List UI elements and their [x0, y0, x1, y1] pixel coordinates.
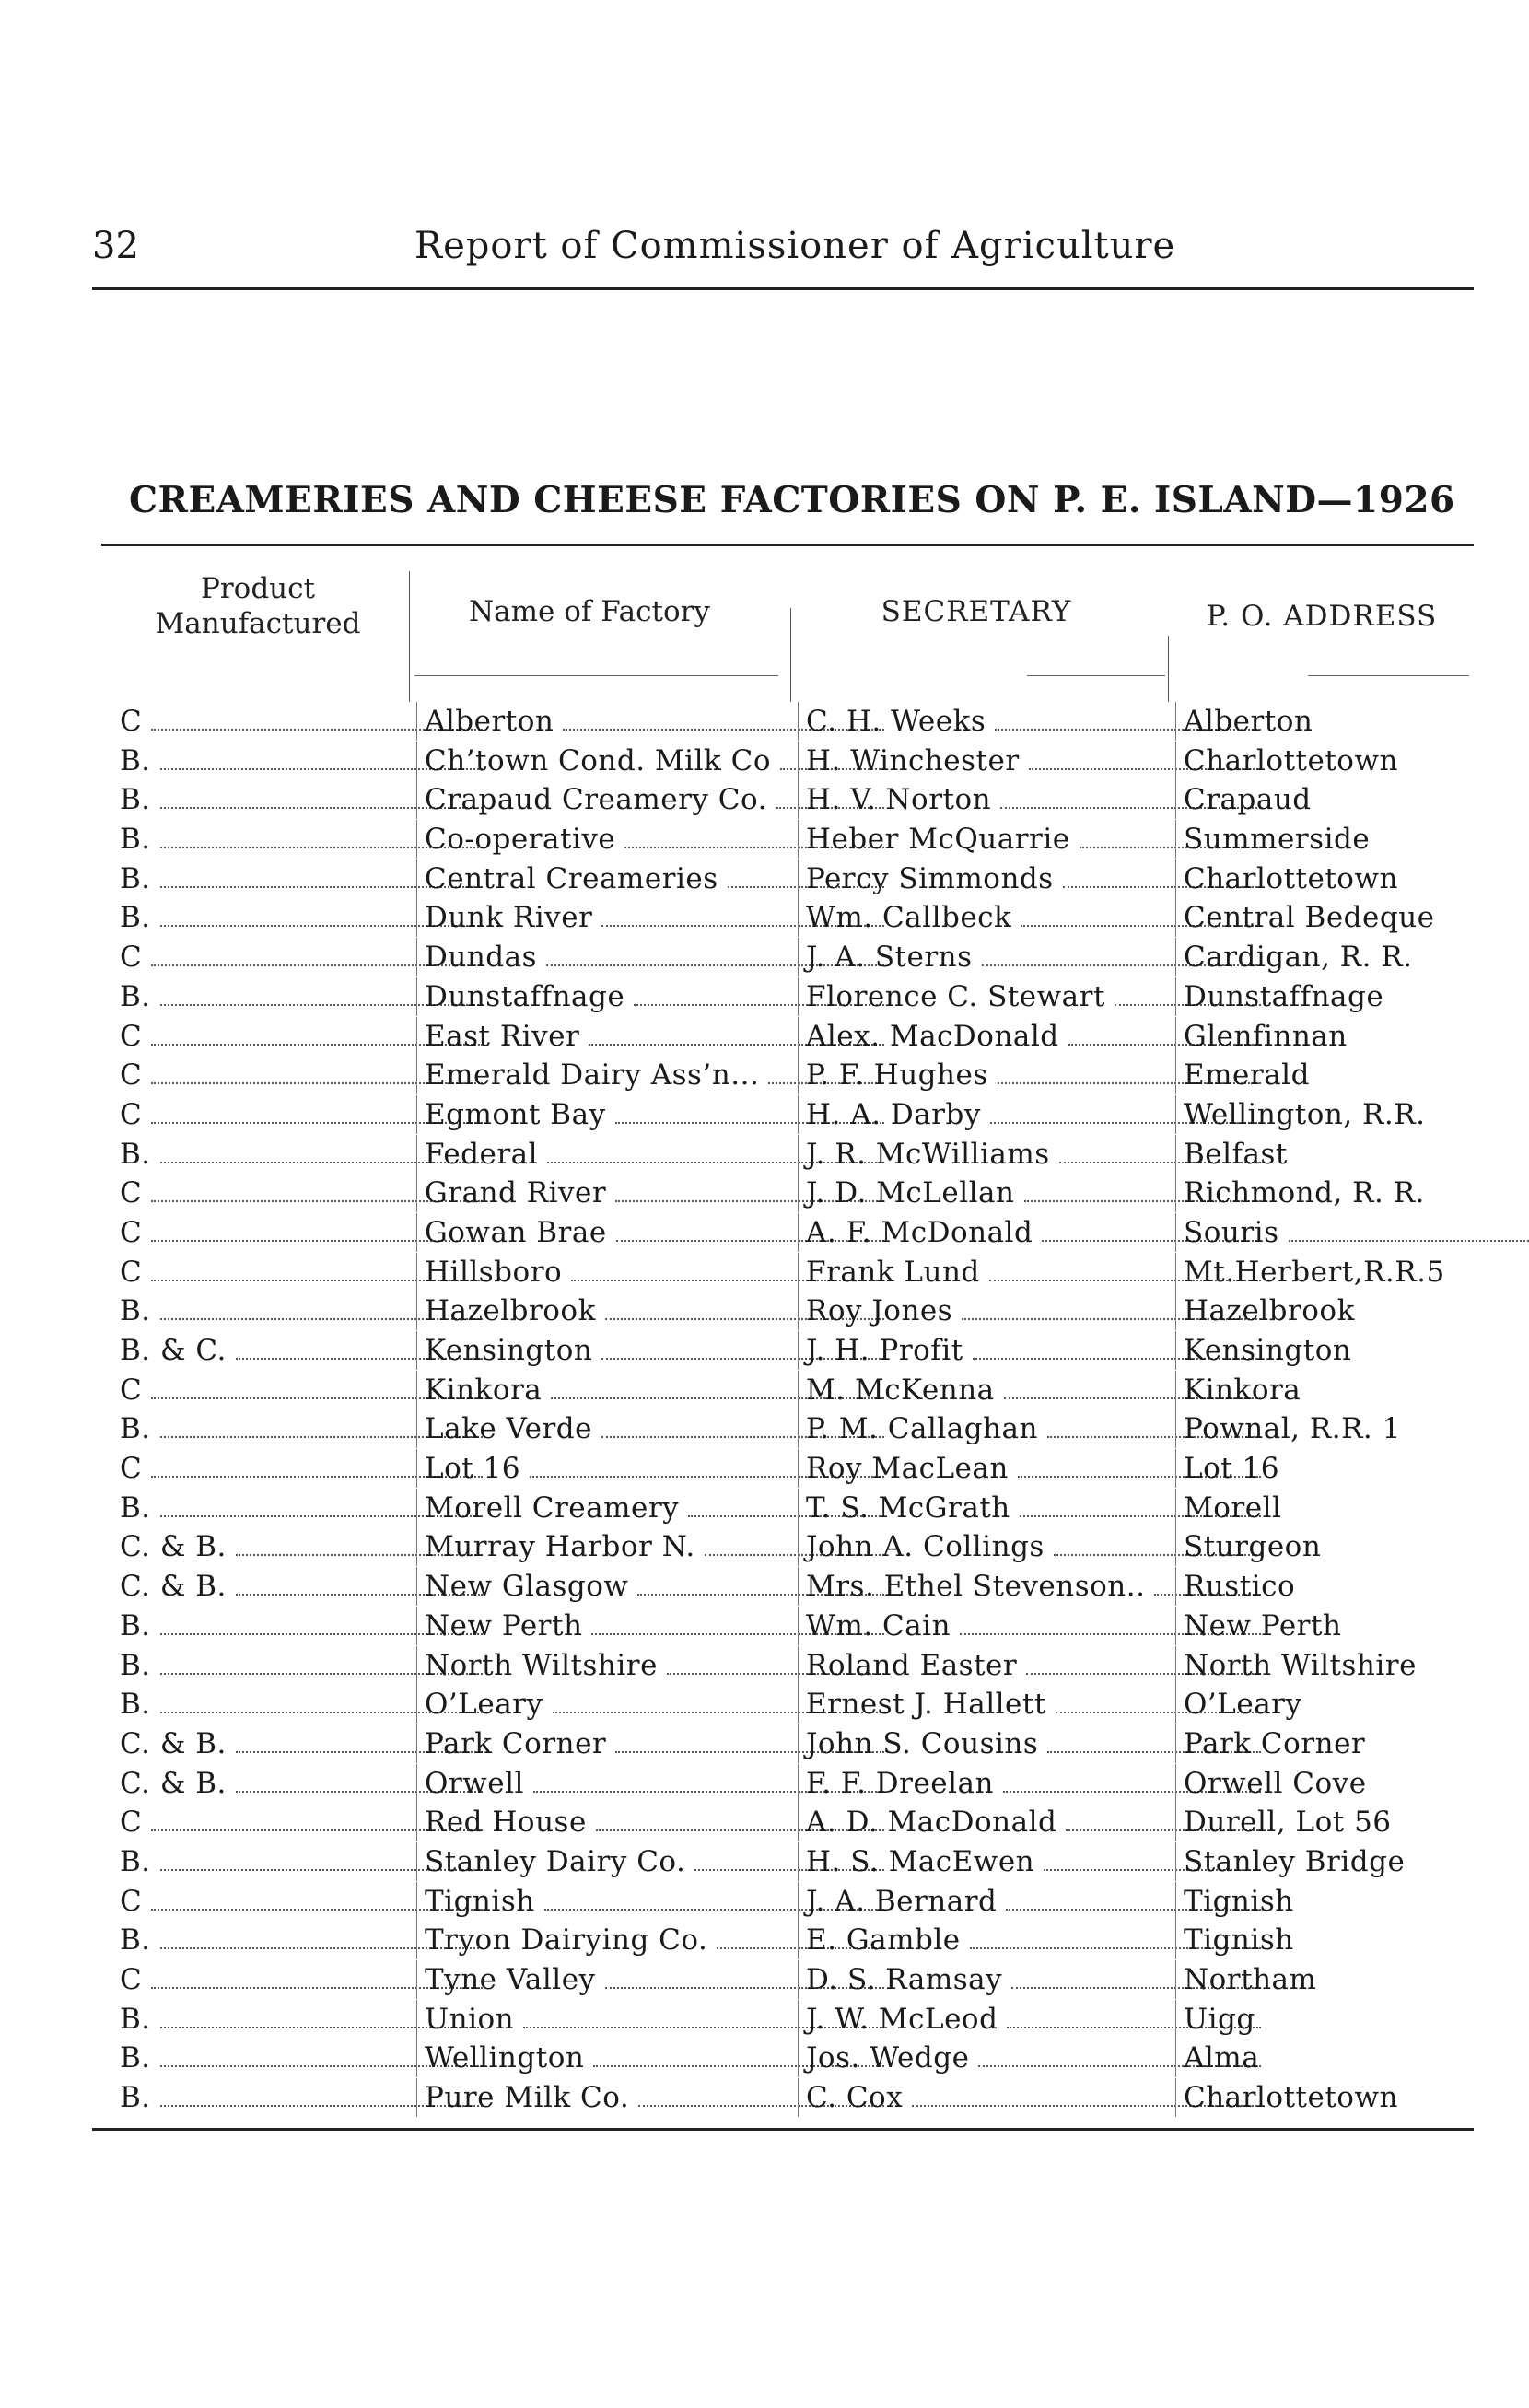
product-text: B.: [120, 901, 151, 935]
product-text: B.: [120, 1608, 151, 1642]
header-rule: [92, 287, 1474, 290]
secretary-text: Ernest J. Hallett: [806, 1688, 1046, 1722]
address-text: Stanley Bridge: [1184, 1844, 1406, 1878]
secretary-text: H. V. Norton: [806, 783, 992, 817]
secretary-text: D. S. Ramsay: [806, 1963, 1003, 1996]
secretary-text: Mrs. Ethel Stevenson..: [806, 1570, 1146, 1604]
address-text: Park Corner: [1184, 1726, 1366, 1760]
cell-address: [1175, 742, 1529, 780]
factory-text: O’Leary: [425, 1688, 543, 1722]
cell-address: [1175, 820, 1529, 859]
factory-text: East River: [425, 1019, 580, 1053]
table-row: [92, 1764, 1474, 1804]
table-row: [92, 1607, 1474, 1646]
table-row: [92, 1527, 1474, 1567]
address-text: Mt.Herbert,R.R.5: [1184, 1255, 1445, 1289]
secretary-text: J. H. Profit: [806, 1334, 963, 1367]
product-text: C: [120, 1255, 143, 1289]
secretary-text: F. F. Dreelan: [806, 1766, 995, 1800]
product-text: C: [120, 705, 143, 738]
secretary-text: A. F. McDonald: [806, 1215, 1033, 1249]
secretary-text: C. H. Weeks: [806, 705, 986, 738]
product-text: B.: [120, 783, 151, 817]
table-row: [92, 1331, 1474, 1371]
column-divider: [1168, 636, 1169, 702]
product-text: B.: [120, 2002, 151, 2036]
table-row: [92, 1292, 1474, 1331]
factory-text: Crapaud Creamery Co.: [425, 783, 767, 817]
page-number: 32: [92, 225, 139, 267]
factory-text: Co-operative: [425, 823, 616, 857]
cell-address: [1175, 1292, 1529, 1330]
table-row: [92, 780, 1474, 820]
secretary-text: John A. Collings: [806, 1530, 1045, 1564]
column-header-factory: Name of Factory: [469, 595, 710, 628]
product-text: C: [120, 1058, 143, 1093]
table-title: CREAMERIES AND CHEESE FACTORIES ON P. E. ISLAND—1926: [129, 479, 1455, 521]
cell-address: [1175, 1409, 1529, 1448]
secretary-text: H. S. MacEwen: [806, 1844, 1035, 1878]
cell-address: [1175, 2039, 1529, 2077]
secretary-text: Roy MacLean: [806, 1452, 1009, 1486]
product-text: C: [120, 1215, 143, 1249]
secretary-text: J. D. McLellan: [806, 1176, 1015, 1210]
secretary-text: J. R. McWilliams: [806, 1137, 1050, 1171]
product-text: C. & B.: [120, 1766, 227, 1800]
product-text: C: [120, 1373, 143, 1407]
cell-address: [1175, 1842, 1529, 1881]
table-row: [92, 1921, 1474, 1960]
product-text: B.: [120, 979, 151, 1013]
address-text: Charlottetown: [1184, 743, 1398, 777]
factory-text: Stanley Dairy Co.: [425, 1844, 686, 1878]
factory-text: Dunk River: [425, 901, 593, 935]
cell-address: [1175, 1449, 1529, 1488]
factory-text: Grand River: [425, 1176, 607, 1210]
address-text: Northam: [1184, 1963, 1317, 1996]
header-underline: [414, 675, 778, 676]
cell-address: [1175, 1882, 1529, 1921]
factory-text: Alberton: [425, 705, 554, 738]
secretary-text: Roland Easter: [806, 1648, 1018, 1682]
cell-address: [1175, 1174, 1529, 1212]
table-row: [92, 1135, 1474, 1175]
header-underline: [1308, 675, 1469, 676]
product-text: C. & B.: [120, 1726, 227, 1760]
factory-text: Tignish: [425, 1884, 535, 1918]
cell-address: [1175, 2000, 1529, 2039]
secretary-text: Florence C. Stewart: [806, 979, 1105, 1013]
cell-address: [1175, 1056, 1529, 1094]
column-divider: [409, 571, 410, 702]
factory-text: Kensington: [425, 1334, 593, 1367]
cell-address: [1175, 1764, 1529, 1803]
address-text: Kensington: [1184, 1334, 1352, 1367]
address-text: Richmond, R. R.: [1184, 1176, 1425, 1210]
product-text: C: [120, 1097, 143, 1131]
secretary-text: John S. Cousins: [806, 1726, 1039, 1760]
table-row: [92, 1371, 1474, 1410]
address-text: Kinkora: [1184, 1373, 1301, 1407]
factory-text: Federal: [425, 1137, 539, 1171]
address-text: Souris: [1184, 1215, 1279, 1249]
table-row: [92, 977, 1474, 1017]
secretary-text: Jos. Wedge: [806, 2041, 970, 2075]
cell-address: [1175, 1685, 1529, 1724]
address-text: North Wiltshire: [1184, 1648, 1417, 1682]
address-text: Uigg: [1184, 2002, 1255, 2036]
factory-text: Union: [425, 2002, 515, 2036]
cell-address: [1175, 1646, 1529, 1685]
address-text: Morell: [1184, 1490, 1282, 1525]
product-text: B.: [120, 743, 151, 777]
cell-address: [1175, 1017, 1529, 1056]
factory-text: Lake Verde: [425, 1412, 592, 1446]
table-row: [92, 1882, 1474, 1922]
secretary-text: P. F. Hughes: [806, 1058, 988, 1093]
factory-text: Morell Creamery: [425, 1490, 680, 1525]
factory-text: Dundas: [425, 941, 538, 975]
secretary-text: Wm. Cain: [806, 1608, 951, 1642]
cell-address: [1175, 1253, 1529, 1292]
factory-text: Pure Milk Co.: [425, 2081, 630, 2115]
secretary-text: P. M. Callaghan: [806, 1412, 1039, 1446]
secretary-text: J. W. McLeod: [806, 2002, 998, 2036]
address-text: Hazelbrook: [1184, 1294, 1355, 1328]
product-text: C. & B.: [120, 1570, 227, 1604]
address-text: Central Bedeque: [1184, 901, 1435, 935]
cell-address: [1175, 977, 1529, 1016]
address-text: Alberton: [1184, 705, 1313, 738]
factory-text: Kinkora: [425, 1373, 543, 1407]
table-row: [92, 1017, 1474, 1057]
address-text: Sturgeon: [1184, 1530, 1322, 1564]
secretary-text: M. McKenna: [806, 1373, 995, 1407]
factory-text: Red House: [425, 1806, 587, 1840]
cell-address: [1175, 1489, 1529, 1527]
address-text: Orwell Cove: [1184, 1766, 1367, 1800]
table-row: [92, 1646, 1474, 1686]
product-text: C: [120, 1963, 143, 1996]
cell-address: [1175, 1331, 1529, 1370]
product-text: C: [120, 1884, 143, 1918]
factory-text: Lot 16: [425, 1452, 521, 1486]
table-row: [92, 2000, 1474, 2040]
table-row: [92, 1409, 1474, 1449]
factory-text: New Perth: [425, 1608, 583, 1642]
secretary-text: J. A. Bernard: [806, 1884, 998, 1918]
factory-text: Central Creameries: [425, 861, 718, 895]
address-text: Durell, Lot 56: [1184, 1806, 1392, 1840]
product-text: B. & C.: [120, 1334, 227, 1367]
product-text: B.: [120, 1412, 151, 1446]
table-row: [92, 1213, 1474, 1253]
address-text: Charlottetown: [1184, 861, 1398, 895]
secretary-text: Percy Simmonds: [806, 861, 1054, 895]
secretary-text: E. Gamble: [806, 1923, 961, 1958]
address-text: Belfast: [1184, 1137, 1288, 1171]
table-row: [92, 1056, 1474, 1095]
address-text: Pownal, R.R. 1: [1184, 1412, 1401, 1446]
footer-rule: [92, 2128, 1474, 2131]
factory-text: Tyne Valley: [425, 1963, 596, 1996]
cell-address: [1175, 2078, 1529, 2117]
product-text: C: [120, 1176, 143, 1210]
cell-address: [1175, 1527, 1529, 1566]
product-text: B.: [120, 861, 151, 895]
secretary-text: H. A. Darby: [806, 1097, 981, 1131]
cell-address: [1175, 780, 1529, 819]
address-text: Crapaud: [1184, 783, 1312, 817]
cell-address: [1175, 1135, 1529, 1174]
column-header-address: P. O. ADDRESS: [1206, 600, 1438, 633]
factory-text: Hillsboro: [425, 1255, 563, 1289]
factory-text: Orwell: [425, 1766, 524, 1800]
table-row: [92, 2078, 1474, 2118]
table-row: [92, 1095, 1474, 1135]
cell-address: [1175, 938, 1529, 976]
table-row: [92, 2039, 1474, 2078]
table-row: [92, 1489, 1474, 1528]
cell-address: [1175, 898, 1529, 937]
cell-address: [1175, 859, 1529, 898]
table-row: [92, 898, 1474, 938]
column-header-product: Product Manufactured: [155, 572, 361, 640]
cell-address: [1175, 1567, 1529, 1606]
factory-text: Dunstaffnage: [425, 979, 625, 1013]
cell-address: [1175, 1724, 1529, 1763]
address-text: Cardigan, R. R.: [1184, 941, 1413, 975]
product-text: B.: [120, 1137, 151, 1171]
secretary-text: H. Winchester: [806, 743, 1020, 777]
address-text: Wellington, R.R.: [1184, 1097, 1426, 1131]
secretary-text: A. D. MacDonald: [806, 1806, 1057, 1840]
product-text: C: [120, 941, 143, 975]
factory-text: Emerald Dairy Ass’n...: [425, 1058, 760, 1093]
table-row: [92, 1724, 1474, 1764]
cell-address: [1175, 1095, 1529, 1134]
factory-table: [92, 702, 1474, 2118]
factory-text: North Wiltshire: [425, 1648, 658, 1682]
factory-text: Gowan Brae: [425, 1215, 607, 1249]
address-text: Emerald: [1184, 1058, 1310, 1093]
product-text: B.: [120, 1294, 151, 1328]
factory-text: Park Corner: [425, 1726, 607, 1760]
table-row: [92, 1960, 1474, 2000]
factory-text: Hazelbrook: [425, 1294, 596, 1328]
running-title: Report of Commissioner of Agriculture: [414, 225, 1176, 267]
product-text: B.: [120, 2041, 151, 2075]
title-rule: [101, 544, 1474, 546]
product-text: C: [120, 1806, 143, 1840]
secretary-text: J. A. Sterns: [806, 941, 973, 975]
table-row: [92, 742, 1474, 781]
table-row: [92, 1253, 1474, 1292]
factory-text: Ch’town Cond. Milk Co: [425, 743, 772, 777]
address-text: Tignish: [1184, 1923, 1294, 1958]
address-text: O’Leary: [1184, 1688, 1302, 1722]
secretary-text: Roy Jones: [806, 1294, 953, 1328]
secretary-text: Alex. MacDonald: [806, 1019, 1059, 1053]
table-row: [92, 820, 1474, 859]
secretary-text: Heber McQuarrie: [806, 823, 1070, 857]
product-text: B.: [120, 1923, 151, 1958]
table-row: [92, 938, 1474, 977]
product-text: B.: [120, 823, 151, 857]
header-underline: [1027, 675, 1165, 676]
running-head: [92, 225, 1474, 280]
address-text: Glenfinnan: [1184, 1019, 1348, 1053]
address-text: Charlottetown: [1184, 2081, 1398, 2115]
column-header-secretary: SECRETARY: [881, 595, 1072, 628]
cell-address: [1175, 1921, 1529, 1959]
factory-text: New Glasgow: [425, 1570, 629, 1604]
product-text: B.: [120, 1844, 151, 1878]
factory-text: Murray Harbor N.: [425, 1530, 695, 1564]
address-text: Summerside: [1184, 823, 1371, 857]
factory-text: Wellington: [425, 2041, 585, 2075]
dot-leader: [1289, 1240, 1529, 1242]
secretary-text: C. Cox: [806, 2081, 904, 2115]
cell-address: [1175, 1607, 1529, 1645]
table-row: [92, 1842, 1474, 1882]
product-text: B.: [120, 1688, 151, 1722]
address-text: Lot 16: [1184, 1452, 1280, 1486]
column-divider: [790, 608, 791, 702]
cell-address: [1175, 1960, 1529, 1999]
cell-address: [1175, 1371, 1529, 1409]
address-text: Rustico: [1184, 1570, 1296, 1604]
table-row: [92, 1174, 1474, 1213]
secretary-text: Frank Lund: [806, 1255, 980, 1289]
cell-address: [1175, 1213, 1529, 1252]
product-text: B.: [120, 2081, 151, 2115]
address-text: Tignish: [1184, 1884, 1294, 1918]
secretary-text: T. S. McGrath: [806, 1490, 1010, 1525]
address-text: Alma: [1184, 2041, 1260, 2075]
factory-text: Egmont Bay: [425, 1097, 606, 1131]
cell-address: [1175, 702, 1529, 741]
product-text: C: [120, 1452, 143, 1486]
factory-text: Tryon Dairying Co.: [425, 1923, 708, 1958]
product-text: B.: [120, 1490, 151, 1525]
table-row: [92, 1803, 1474, 1842]
address-text: Dunstaffnage: [1184, 979, 1384, 1013]
product-text: B.: [120, 1648, 151, 1682]
cell-address: [1175, 1803, 1529, 1841]
product-text: C: [120, 1019, 143, 1053]
table-row: [92, 1567, 1474, 1607]
table-row: [92, 1449, 1474, 1489]
address-text: New Perth: [1184, 1608, 1342, 1642]
table-row: [92, 859, 1474, 899]
product-text: C. & B.: [120, 1530, 227, 1564]
table-row: [92, 702, 1474, 742]
table-row: [92, 1685, 1474, 1724]
secretary-text: Wm. Callbeck: [806, 901, 1012, 935]
